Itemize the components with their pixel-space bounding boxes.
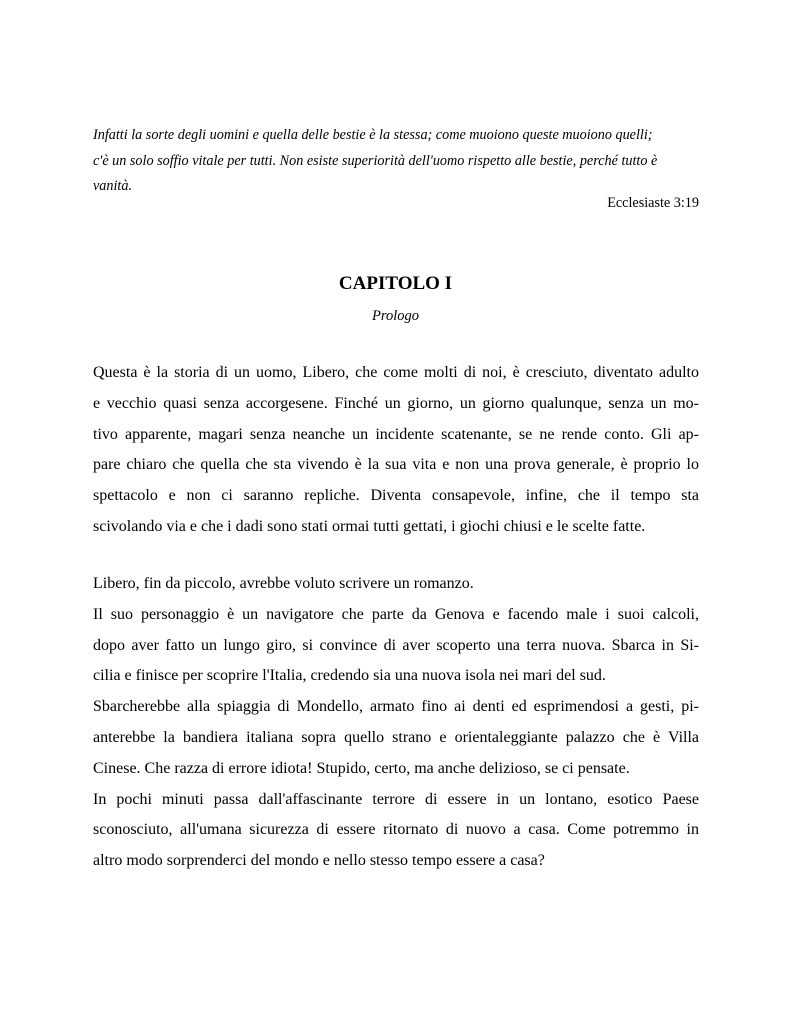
paragraph-line: Il suo personaggio è un navigatore che parte da Genova e facendo male i suoi calcoli, bbox=[93, 605, 699, 623]
chapter-title: CAPITOLO I bbox=[338, 273, 453, 294]
paragraph bbox=[93, 569, 699, 877]
paragraph-line: dopo aver fatto un lungo giro, si convince di aver scoperto una terra nuova. Sbarca in Si- bbox=[93, 636, 699, 654]
paragraph-line: e vecchio quasi senza accorgesene. Finché un giorno, un giorno qualunque, senza un mo- bbox=[93, 394, 699, 412]
epigraph-line: c'è un solo soffio vitale per tutti. Non esiste superiorità dell'uomo rispetto alle bestie, perché tutto è bbox=[93, 152, 658, 169]
paragraph-line: spettacolo e non ci saranno repliche. Diventa consapevole, infine, che il tempo sta bbox=[93, 487, 699, 505]
chapter-subtitle: Prologo bbox=[372, 308, 419, 324]
paragraph-line: In pochi minuti passa dall'affascinante terrore di essere in un lontano, esotico Paese bbox=[93, 790, 699, 808]
epigraph-source: Ecclesiaste 3:19 bbox=[607, 195, 699, 211]
paragraph-line: anterebbe la bandiera italiana sopra quello strano e orientaleggiante palazzo che è Villa bbox=[93, 728, 699, 746]
paragraph-line: sconosciuto, all'umana sicurezza di essere ritornato di nuovo a casa. Come potremmo in bbox=[93, 821, 699, 839]
paragraph-line: Sbarcherebbe alla spiaggia di Mondello, armato fino ai denti ed esprimendosi a gesti, pi- bbox=[93, 698, 699, 716]
epigraph bbox=[93, 123, 699, 200]
paragraph-line: pare chiaro che quella che sta vivendo è la sua vita e non una prova generale, è proprio lo bbox=[93, 456, 699, 474]
paragraph-line: cilia e finisce per scoprire l'Italia, credendo sia una nuova isola nei mari del sud. bbox=[93, 667, 606, 685]
paragraph-line: Questa è la storia di un uomo, Libero, che come molti di noi, è cresciuto, diventato adulto bbox=[93, 364, 699, 381]
paragraph-line: Libero, fin da piccolo, avrebbe voluto scrivere un romanzo. bbox=[93, 575, 474, 592]
epigraph-line: vanità. bbox=[93, 178, 133, 194]
paragraph-line: scivolando via e che i dadi sono stati ormai tutti gettati, i giochi chiusi e le scelte fatte. bbox=[93, 517, 646, 535]
paragraph-line: altro modo sorprenderci del mondo e nello stesso tempo essere a casa? bbox=[93, 852, 545, 870]
paragraph-line: tivo apparente, magari senza neanche un incidente scatenante, se ne rende conto. Gli ap- bbox=[93, 425, 699, 443]
paragraph bbox=[93, 358, 699, 543]
epigraph-line: Infatti la sorte degli uomini e quella delle bestie è la stessa; come muoiono queste muoiono quelli; bbox=[93, 127, 653, 143]
paragraph-line: Cinese. Che razza di errore idiota! Stupido, certo, ma anche delizioso, se ci pensate. bbox=[93, 759, 630, 777]
